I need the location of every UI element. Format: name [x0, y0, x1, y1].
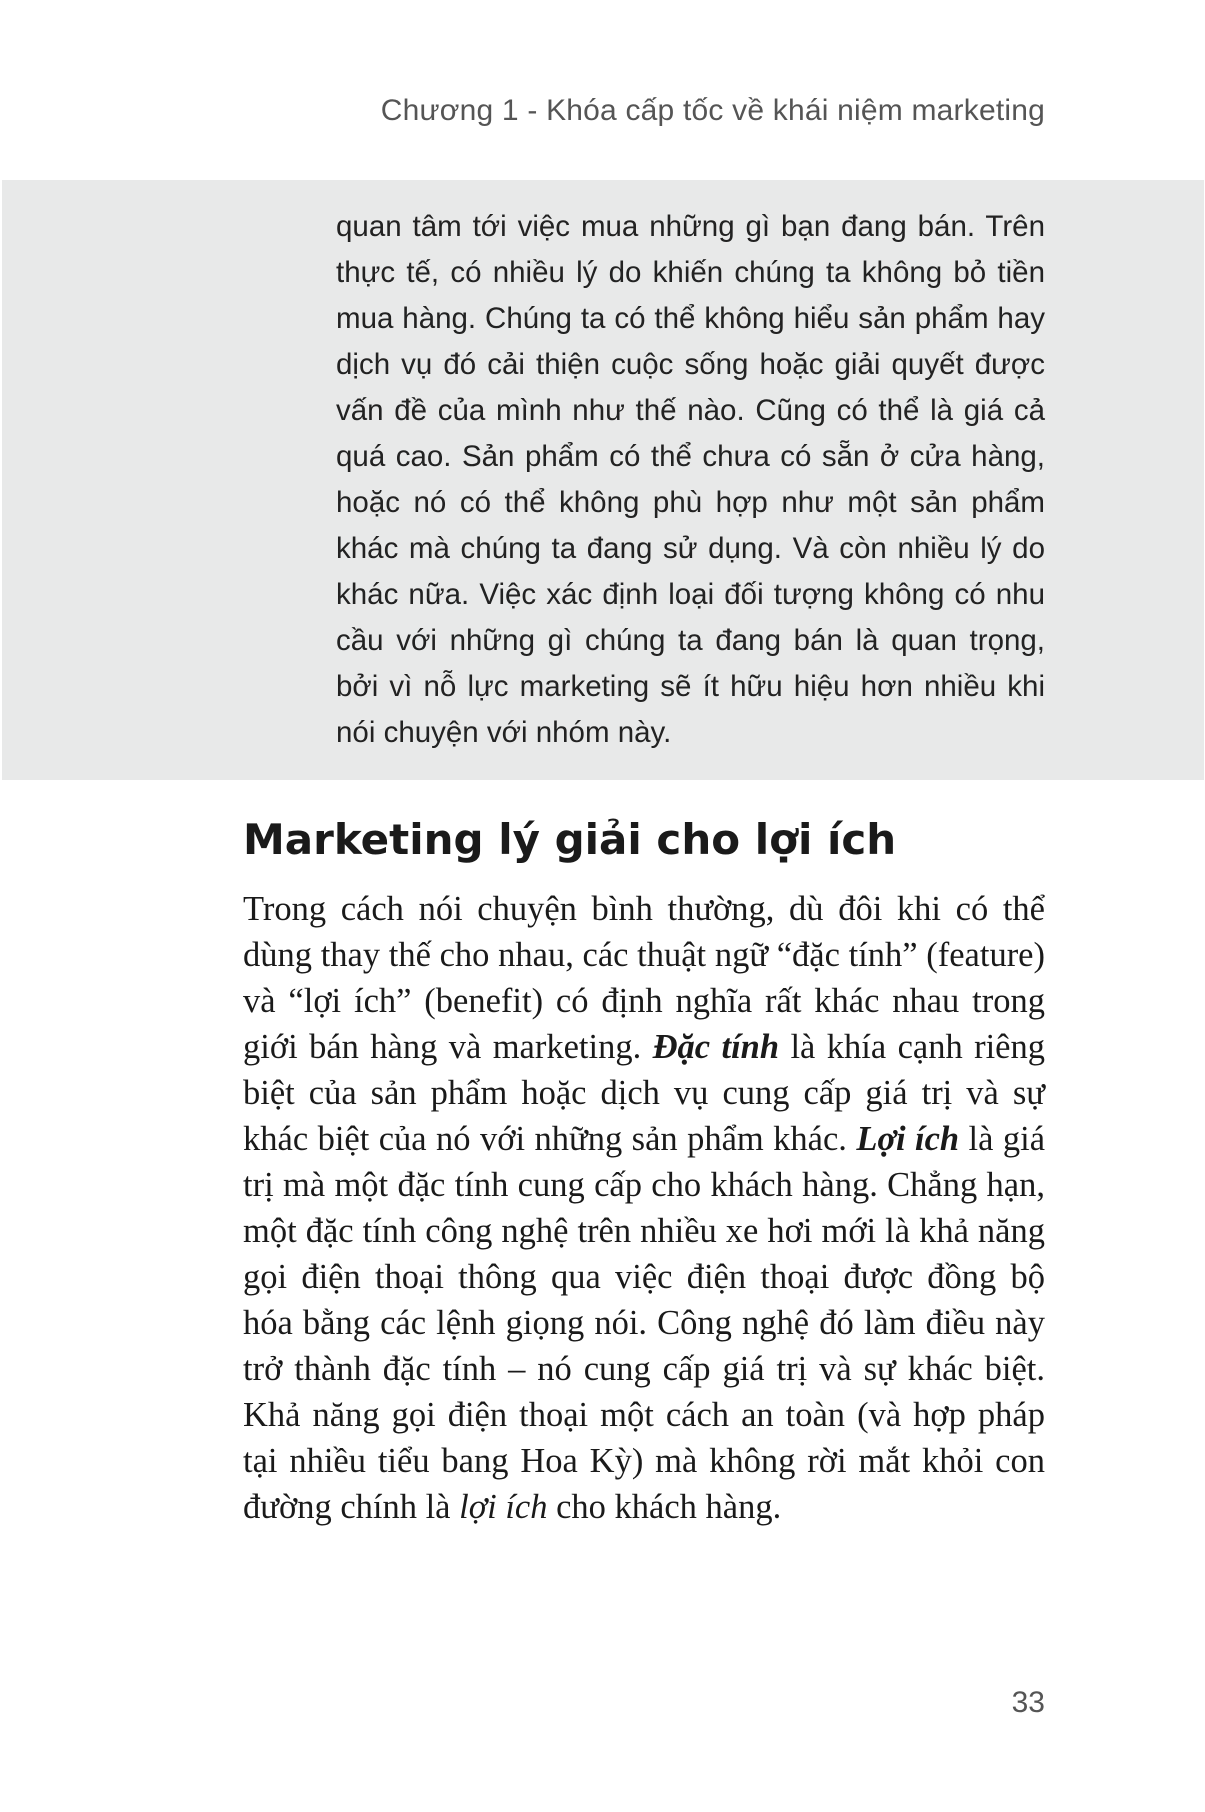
body-text-part-3: là giá trị mà một đặc tính cung cấp cho khách hàng. Chẳng hạn, một đặc tính công nghệ trên nhiều xe hơi mới là khả năng gọi điện thoại thông qua việc điện thoại được đồng bộ hóa bằng các lệnh giọng nói. Công nghệ đó làm điều này trở thành đặc tính – nó cung cấp giá trị và sự khác biệt. Khả năng gọi điện thoại một cách an toàn (và hợp pháp tại nhiều tiểu bang Hoa Kỳ) mà không rời mắt khỏi con đường chính là — [243, 1120, 1046, 1526]
section-heading: Marketing lý giải cho lợi ích — [243, 815, 897, 864]
term-dac-tinh: Đặc tính — [652, 1028, 780, 1066]
running-header: Chương 1 - Khóa cấp tốc về khái niệm marketing — [380, 94, 1045, 127]
term-loi-ich: Lợi ích — [856, 1120, 960, 1158]
callout-text: quan tâm tới việc mua những gì bạn đang bán. Trên thực tế, có nhiều lý do khiến chúng ta không bỏ tiền mua hàng. Chúng ta có thể không hiểu sản phẩm hay dịch vụ đó cải thiện cuộc sống hoặc giải quyết được vấn đề của mình như thế nào. Cũng có thể là giá cả quá cao. Sản phẩm có thể chưa có sẵn ở cửa hàng, hoặc nó có thể không phù hợp như một sản phẩm khác mà chúng ta đang sử dụng. Và còn nhiều lý do khác nữa. Việc xác định loại đối tượng không có nhu cầu với những gì chúng ta đang bán là quan trọng, bởi vì nỗ lực marketing sẽ ít hữu hiệu hơn nhiều khi nói chuyện với nhóm này. — [336, 210, 1045, 749]
emphasis-loi-ich: lợi ích — [459, 1488, 548, 1526]
page-number: 33 — [1011, 1686, 1045, 1719]
body-text-part-2: là khía cạnh riêng biệt của sản phẩm hoặc dịch vụ cung cấp giá trị và sự khác biệt của nó với những sản phẩm khác. — [243, 1028, 1045, 1158]
body-text-part-1: Trong cách nói chuyện bình thường, dù đôi khi có thể dùng thay thế cho nhau, các thuật ngữ “đặc tính” (feature) và “lợi ích” (benefit) có định nghĩa rất khác nhau trong giới bán hàng và marketing. — [243, 890, 1045, 1066]
body-paragraph — [243, 886, 1045, 1530]
body-text-part-4: cho khách hàng. — [547, 1488, 782, 1526]
